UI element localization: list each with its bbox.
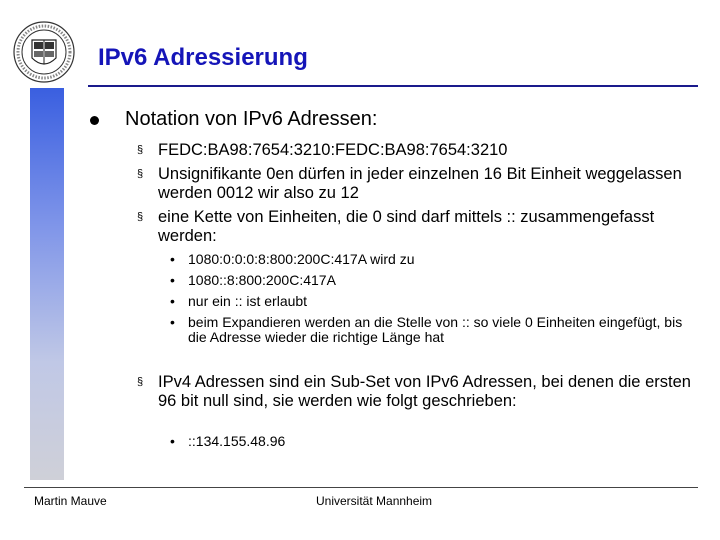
bullet-marker: § bbox=[137, 144, 144, 156]
bullet-marker: • bbox=[170, 251, 175, 267]
sidebar-gradient-bar bbox=[30, 88, 64, 480]
sub-list-item: beim Expandieren werden an die Stelle von :: so viele 0 Einheiten eingefügt, bis die Adresse wieder die richtige Länge hat bbox=[188, 314, 683, 345]
sub-list-item: ::134.155.48.96 bbox=[188, 433, 286, 449]
footer-author: Martin Mauve bbox=[34, 494, 107, 508]
bullet-marker: § bbox=[137, 211, 144, 223]
bullet-marker bbox=[90, 116, 99, 125]
bullet-marker: § bbox=[137, 168, 144, 180]
university-seal-icon bbox=[12, 18, 76, 86]
list-item: FEDC:BA98:7654:3210:FEDC:BA98:7654:3210 bbox=[158, 141, 508, 159]
title-divider bbox=[88, 85, 698, 87]
footer-institution: Universität Mannheim bbox=[316, 494, 433, 508]
bullet-marker: • bbox=[170, 314, 175, 330]
list-item: Unsignifikante 0en dürfen in jeder einzelnen 16 Bit Einheit weggelassen werden 0012 wir also zu 12 bbox=[158, 165, 682, 202]
bullet-marker: § bbox=[137, 376, 144, 388]
sub-list-item: nur ein :: ist erlaubt bbox=[188, 293, 308, 309]
page-title: IPv6 Adressierung bbox=[98, 44, 308, 71]
sub-list-item: 1080::8:800:200C:417A bbox=[188, 272, 336, 288]
list-item: eine Kette von Einheiten, die 0 sind darf mittels :: zusammengefasst werden: bbox=[158, 208, 655, 245]
footer-divider bbox=[24, 487, 698, 488]
bullet-marker: • bbox=[170, 433, 175, 449]
main-heading: Notation von IPv6 Adressen: bbox=[125, 108, 378, 130]
bullet-marker: • bbox=[170, 293, 175, 309]
list-item: IPv4 Adressen sind ein Sub-Set von IPv6 Adressen, bei denen die ersten 96 bit null sind, sie werden wie folgt geschrieben: bbox=[158, 373, 691, 410]
bullet-marker: • bbox=[170, 272, 175, 288]
sub-list-item: 1080:0:0:0:8:800:200C:417A wird zu bbox=[188, 251, 415, 267]
